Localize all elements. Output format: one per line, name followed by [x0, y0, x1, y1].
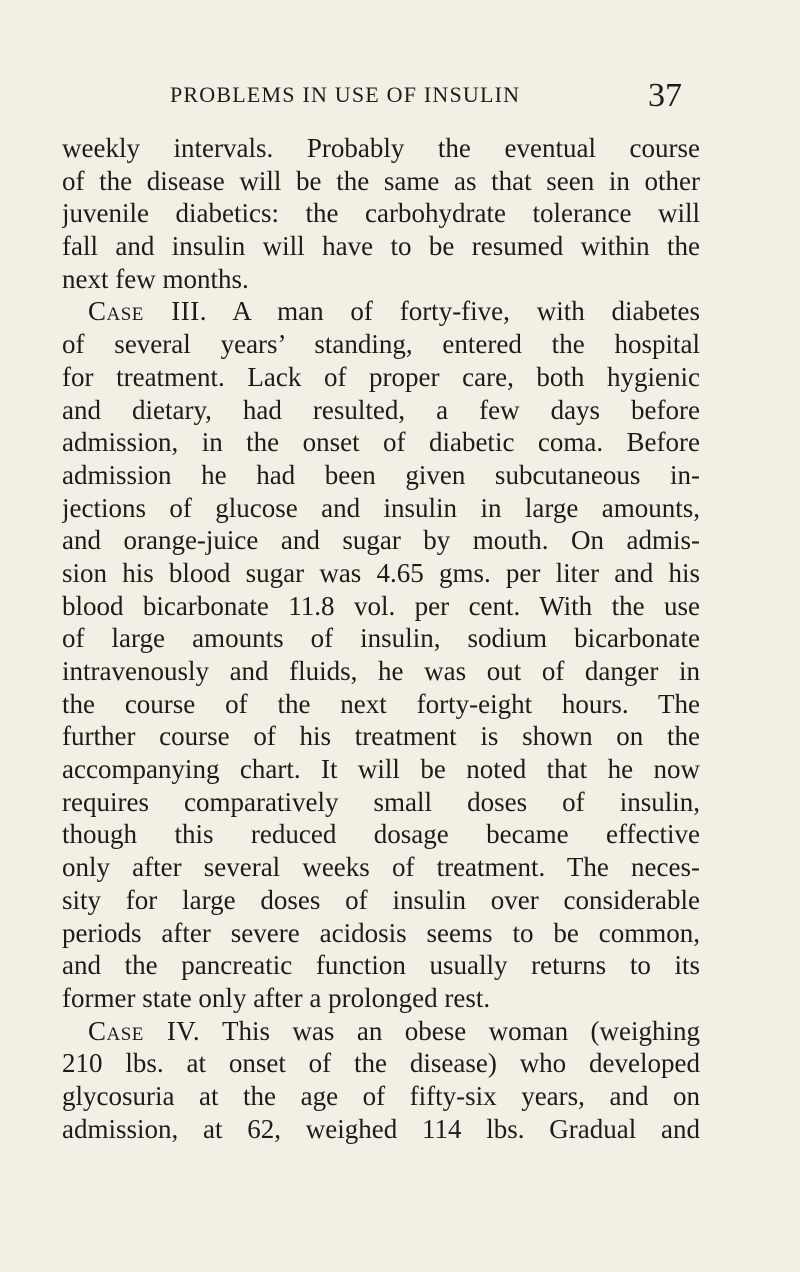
page-number: 37: [648, 77, 682, 114]
text-line: requires comparatively small doses of insulin,: [62, 786, 700, 817]
case-first-line-text: This was an obese woman (weighing: [222, 1015, 700, 1046]
text-line: former state only after a prolonged rest.: [62, 982, 491, 1013]
running-head-title: PROBLEMS IN USE OF INSULIN: [170, 82, 521, 107]
text-line: though this reduced dosage became effective: [62, 819, 700, 850]
text-line: further course of his treatment is shown on the: [62, 721, 700, 752]
text-line: and dietary, had resulted, a few days before: [62, 394, 700, 425]
text-line: glycosuria at the age of fifty-six years, and on: [62, 1080, 700, 1111]
text-line: of large amounts of insulin, sodium bicarbonate: [62, 623, 700, 654]
body-text: [62, 132, 700, 1145]
text-line: admission, at 62, weighed 114 lbs. Gradual and: [62, 1113, 700, 1144]
text-line: the course of the next forty-eight hours. The: [62, 688, 700, 719]
text-line: and the pancreatic function usually returns to its: [62, 950, 700, 981]
text-line: juvenile diabetics: the carbohydrate tolerance will: [62, 198, 700, 229]
text-line: periods after severe acidosis seems to be common,: [62, 917, 700, 948]
text-line: accompanying chart. It will be noted that he now: [62, 754, 700, 785]
text-line: for treatment. Lack of proper care, both hygienic: [62, 361, 700, 392]
text-line: of several years’ standing, entered the hospital: [62, 329, 700, 360]
text-line: fall and insulin will have to be resumed within the: [62, 231, 700, 262]
text-line: only after several weeks of treatment. The neces-: [62, 852, 700, 883]
text-line: next few months.: [62, 263, 249, 294]
text-line: admission he had been given subcutaneous in-: [62, 459, 700, 490]
text-line: blood bicarbonate 11.8 vol. per cent. With the use: [62, 590, 700, 621]
text-line: admission, in the onset of diabetic coma. Before: [62, 427, 700, 458]
text-line: jections of glucose and insulin in large amounts,: [62, 492, 700, 523]
case-label: Case IV.: [88, 1015, 201, 1046]
text-line: and orange-juice and sugar by mouth. On admis-: [62, 525, 700, 556]
text-line: sion his blood sugar was 4.65 gms. per liter and his: [62, 557, 700, 588]
text-line: 210 lbs. at onset of the disease) who developed: [62, 1048, 700, 1079]
running-head: [0, 77, 800, 120]
text-line: weekly intervals. Probably the eventual course: [62, 133, 700, 163]
text-line: intravenously and fluids, he was out of danger in: [62, 656, 700, 686]
text-line: sity for large doses of insulin over considerable: [62, 884, 700, 915]
text-line: of the disease will be the same as that seen in other: [62, 165, 700, 196]
case-label: Case III.: [88, 296, 207, 327]
case-iii-first-line: [62, 295, 700, 328]
case-first-line-text: A man of forty-five, with diabetes: [232, 296, 700, 327]
case-iv-first-line: [62, 1015, 700, 1048]
